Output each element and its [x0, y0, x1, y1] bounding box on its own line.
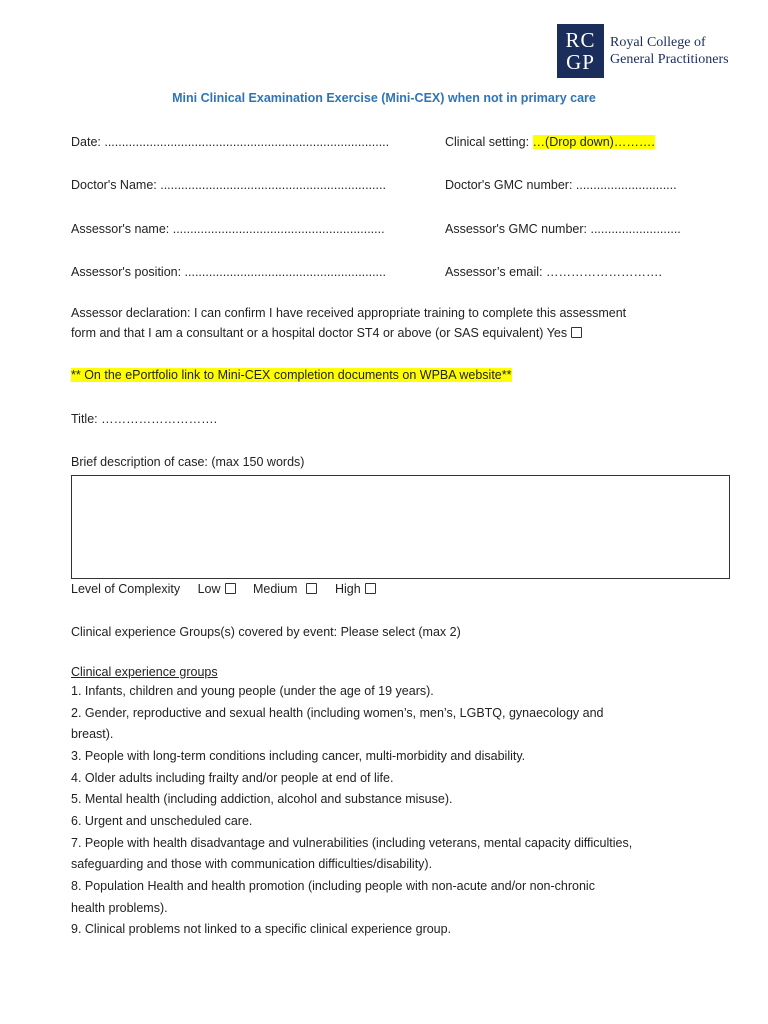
- assessor-email-field[interactable]: Assessor’s email: ……………………….: [445, 265, 662, 279]
- assessor-name-field[interactable]: Assessor's name: .............................................................: [71, 222, 385, 236]
- group-line: safeguarding and those with communication difficulties/disability).: [71, 857, 433, 871]
- clinical-setting-label: Clinical setting:: [445, 135, 533, 149]
- group-line: 6. Urgent and unscheduled care.: [71, 814, 253, 828]
- form-title: Mini Clinical Examination Exercise (Mini-CEX) when not in primary care: [172, 91, 596, 105]
- assessor-gmc-field[interactable]: Assessor's GMC number: ..........................: [445, 222, 681, 236]
- logo-text-line2: General Practitioners: [610, 52, 729, 67]
- rcgp-logo: [557, 24, 730, 78]
- logo-text: [610, 34, 730, 68]
- complexity-medium-checkbox[interactable]: [306, 583, 317, 594]
- complexity-label: Level of Complexity: [71, 582, 181, 596]
- date-field[interactable]: Date: ..................................................................................: [71, 135, 390, 149]
- doctor-name-field[interactable]: Doctor's Name: .................................................................: [71, 178, 386, 192]
- complexity-low-checkbox[interactable]: [225, 583, 236, 594]
- group-line: breast).: [71, 727, 114, 741]
- group-line: 3. People with long-term conditions including cancer, multi-morbidity and disability.: [71, 749, 526, 763]
- doctor-gmc-field[interactable]: Doctor's GMC number: .............................: [445, 178, 677, 192]
- logo-mark-top: RC: [565, 28, 596, 52]
- group-line: 4. Older adults including frailty and/or people at end of life.: [71, 771, 394, 785]
- brief-description-hint: (max 150 words): [207, 455, 305, 469]
- brief-description-label: Brief description of case:: [71, 455, 208, 469]
- logo-text-line1: Royal College of: [610, 35, 706, 50]
- case-title-field[interactable]: Title: ……………………….: [71, 412, 218, 426]
- groups-prompt: Clinical experience Groups(s) covered by event: Please select (max 2): [71, 625, 461, 639]
- clinical-setting-dropdown[interactable]: …(Drop down)……….: [532, 135, 655, 149]
- group-line: 9. Clinical problems not linked to a specific clinical experience group.: [71, 922, 452, 936]
- declaration-yes-checkbox[interactable]: [571, 327, 582, 338]
- group-line: 2. Gender, reproductive and sexual health (including women’s, men’s, LGBTQ, gynaecology and: [71, 706, 604, 720]
- logo-mark: [557, 24, 604, 78]
- complexity-low-label: Low: [197, 582, 221, 596]
- complexity-high-checkbox[interactable]: [365, 583, 376, 594]
- group-line: 5. Mental health (including addiction, alcohol and substance misuse).: [71, 792, 453, 806]
- declaration-line1: Assessor declaration: I can confirm I have received appropriate training to complete this assessment: [71, 306, 627, 320]
- complexity-row: [71, 582, 376, 596]
- brief-description-row: [71, 455, 304, 469]
- complexity-high-label: High: [334, 582, 361, 596]
- logo-mark-bottom: GP: [566, 50, 595, 74]
- declaration-line2-row: [71, 326, 582, 340]
- group-line: 7. People with health disadvantage and vulnerabilities (including veterans, mental capacity difficulties,: [71, 836, 633, 850]
- group-line: 1. Infants, children and young people (under the age of 19 years).: [71, 684, 434, 698]
- brief-description-textbox[interactable]: [71, 475, 730, 579]
- assessor-position-field[interactable]: Assessor's position: ..........................................................: [71, 265, 386, 279]
- eportfolio-note-row: [71, 368, 512, 382]
- group-line: 8. Population Health and health promotion (including people with non-acute and/or non-chronic: [71, 879, 595, 893]
- eportfolio-note: ** On the ePortfolio link to Mini-CEX completion documents on WPBA website**: [71, 368, 512, 382]
- declaration-line2: form and that I am a consultant or a hospital doctor ST4 or above (or SAS equivalent) Yes: [71, 326, 568, 340]
- group-line: health problems).: [71, 901, 168, 915]
- clinical-setting-field[interactable]: [445, 135, 655, 149]
- complexity-medium-label: Medium: [252, 582, 298, 596]
- groups-heading: Clinical experience groups: [71, 665, 218, 679]
